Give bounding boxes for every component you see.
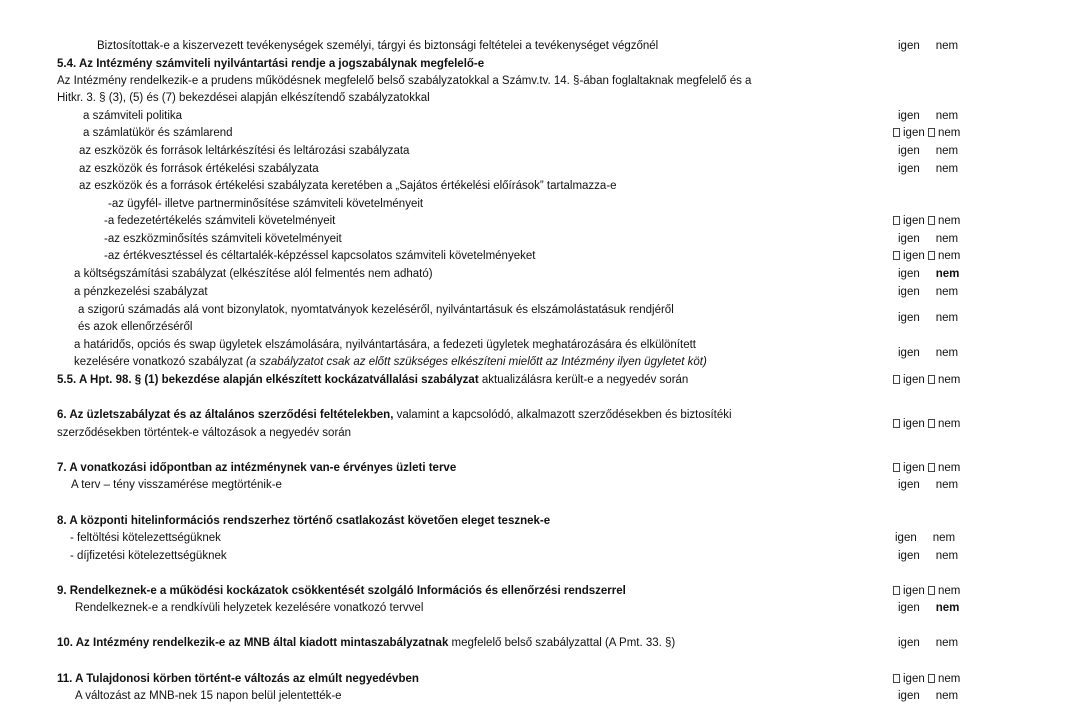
yes-option[interactable]: igen — [903, 250, 925, 262]
question-text: a szigorú számadás alá vont bizonylatok, nyomtatványok kezeléséről, nyilvántartásuk és elszámolástatásuk rendjéről — [78, 304, 674, 316]
yes-option[interactable]: igen — [898, 312, 920, 324]
question-row — [0, 231, 1071, 247]
section-heading: 9. Rendelkeznek-e a működési kockázatok csökkentését szolgáló Információs és ellenőrzési rendszerrel — [57, 585, 626, 597]
no-option[interactable]: nem — [935, 550, 959, 562]
question-text: Rendelkeznek-e a rendkívüli helyzetek kezelésére vonatkozó tervvel — [75, 602, 424, 614]
no-option[interactable]: nem — [935, 163, 959, 175]
section-heading: 5.5. A Hpt. 98. § (1) bekezdése alapján elkészített kockázatvállalási szabályzat — [57, 374, 479, 386]
question-row — [0, 671, 1071, 687]
question-text-part: aktualizálásra került-e a negyedév során — [478, 374, 689, 386]
no-checkbox[interactable] — [928, 128, 935, 137]
yes-option[interactable]: igen — [903, 127, 925, 139]
question-text: - díjfizetési kötelezettségüknek — [70, 550, 227, 562]
yes-option[interactable]: igen — [898, 163, 920, 175]
question-row — [0, 583, 1071, 599]
question-row — [0, 213, 1071, 229]
no-option[interactable]: nem — [937, 673, 961, 685]
yes-option[interactable]: igen — [898, 110, 920, 122]
yes-option[interactable]: igen — [898, 268, 920, 280]
no-option[interactable]: nem — [932, 532, 956, 544]
no-checkbox[interactable] — [928, 586, 935, 595]
paragraph-row — [0, 178, 1071, 194]
no-checkbox[interactable] — [928, 375, 935, 384]
question-text-part: megfelelő belső szabályzattal (A Pmt. 33. §) — [448, 637, 676, 649]
yes-option[interactable]: igen — [903, 462, 925, 474]
no-option[interactable]: nem — [937, 585, 961, 597]
options-row — [0, 416, 1071, 432]
yes-no-options — [895, 530, 955, 546]
no-checkbox[interactable] — [928, 251, 935, 260]
yes-no-options — [893, 583, 960, 599]
no-option[interactable]: nem — [935, 268, 960, 280]
section-heading: 11. A Tulajdonosi körben történt-e változás az elmúlt negyedévben — [57, 673, 419, 685]
question-text: a számviteli politika — [83, 110, 183, 122]
paragraph-text: Hitkr. 3. § (3), (5) és (7) bekezdései alapján elkészítendő szabályzatokkal — [57, 92, 430, 104]
no-option[interactable]: nem — [937, 127, 961, 139]
yes-checkbox[interactable] — [893, 251, 900, 260]
yes-option[interactable]: igen — [898, 347, 920, 359]
question-text: -az eszközminősítés számviteli követelményeit — [104, 233, 342, 245]
question-row — [0, 635, 1071, 651]
no-option[interactable]: nem — [935, 233, 959, 245]
yes-no-options — [893, 125, 960, 141]
question-text: a költségszámítási szabályzat (elkészítése alól felmentés nem adható) — [74, 268, 433, 280]
question-text: -a fedezetértékelés számviteli követelményeit — [104, 215, 336, 227]
question-text: a számlatükör és számlarend — [83, 127, 233, 139]
yes-no-options — [893, 416, 960, 432]
no-option[interactable]: nem — [937, 250, 961, 262]
no-checkbox[interactable] — [928, 674, 935, 683]
yes-option[interactable]: igen — [898, 40, 920, 52]
yes-option[interactable]: igen — [898, 637, 920, 649]
yes-no-options — [898, 310, 958, 326]
section-heading-row — [0, 513, 1071, 529]
yes-option[interactable]: igen — [903, 673, 925, 685]
yes-checkbox[interactable] — [893, 463, 900, 472]
question-row — [0, 125, 1071, 141]
yes-no-options — [898, 284, 958, 300]
paragraph-text: Az Intézmény rendelkezik-e a prudens működésnek megfelelő belső szabályzatokkal a Számv.tv. 14. §-ában foglaltaknak megfelelő és a — [57, 75, 752, 87]
question-text: az eszközök és források értékelési szabályzata — [79, 163, 319, 175]
question-text — [57, 635, 675, 651]
yes-no-options — [893, 213, 960, 229]
question-row — [0, 38, 1071, 54]
no-option[interactable]: nem — [935, 110, 959, 122]
yes-option[interactable]: igen — [898, 690, 920, 702]
yes-option[interactable]: igen — [903, 418, 925, 430]
section-heading: 10. Az Intézmény rendelkezik-e az MNB által kiadott mintaszabályzatnak — [57, 637, 449, 649]
yes-checkbox[interactable] — [893, 128, 900, 137]
yes-option[interactable]: igen — [898, 479, 920, 491]
yes-checkbox[interactable] — [893, 674, 900, 683]
yes-no-options — [898, 548, 958, 564]
no-option[interactable]: nem — [937, 215, 961, 227]
no-checkbox[interactable] — [928, 419, 935, 428]
paragraph-text: az eszközök és a források értékelési szabályzata keretében a „Sajátos értékelési előírások” tartalmazza-e — [79, 180, 617, 192]
paragraph-row — [0, 73, 1071, 89]
yes-no-options — [898, 600, 959, 616]
yes-option[interactable]: igen — [903, 585, 925, 597]
section-heading: 7. A vonatkozási időpontban az intézménynek van-e érvényes üzleti terve — [57, 462, 457, 474]
question-row — [0, 530, 1071, 546]
question-text: szerződésekben történtek-e változások a negyedév során — [57, 427, 352, 439]
no-option[interactable]: nem — [935, 145, 959, 157]
yes-no-options — [898, 266, 959, 282]
options-row — [0, 310, 1071, 326]
question-text: - feltöltési kötelezettségüknek — [70, 532, 221, 544]
yes-option[interactable]: igen — [898, 286, 920, 298]
section-heading: 5.4. Az Intézmény számviteli nyilvántartási rendje a jogszabálynak megfelelő-e — [57, 58, 485, 70]
section-heading: 8. A központi hitelinformációs rendszerhez történő csatlakozást követően eleget tesznek-e — [57, 515, 551, 527]
no-option[interactable]: nem — [937, 418, 961, 430]
question-text: -az értékvesztéssel és céltartalék-képzéssel kapcsolatos számviteli követelményeket — [104, 250, 536, 262]
question-row — [0, 161, 1071, 177]
no-option[interactable]: nem — [937, 462, 961, 474]
question-row — [0, 108, 1071, 124]
question-text: a határidős, opciós és swap ügyletek elszámolására, nyilvántartására, a fedezeti ügyletek meghatározására és elkülönített — [74, 339, 696, 351]
question-text: A terv – tény visszamérése megtörténik-e — [71, 479, 282, 491]
question-row — [0, 266, 1071, 282]
question-text: A változást az MNB-nek 15 napon belül jelentették-e — [75, 690, 342, 702]
no-option[interactable]: nem — [935, 347, 959, 359]
question-row — [0, 372, 1071, 388]
yes-option[interactable]: igen — [898, 145, 920, 157]
yes-no-options — [893, 248, 960, 264]
no-option[interactable]: nem — [935, 286, 959, 298]
question-row — [0, 688, 1071, 704]
no-option[interactable]: nem — [935, 479, 959, 491]
question-row — [0, 548, 1071, 564]
yes-option[interactable]: igen — [898, 233, 920, 245]
question-row — [0, 460, 1071, 476]
yes-no-options — [898, 688, 958, 704]
yes-option[interactable]: igen — [903, 215, 925, 227]
no-option[interactable]: nem — [935, 312, 959, 324]
yes-checkbox[interactable] — [893, 586, 900, 595]
question-row — [0, 143, 1071, 159]
options-row — [0, 345, 1071, 361]
no-option[interactable]: nem — [937, 374, 961, 386]
yes-no-options — [898, 231, 958, 247]
yes-no-options — [898, 143, 958, 159]
yes-no-options — [898, 345, 958, 361]
yes-option[interactable]: igen — [898, 550, 920, 562]
yes-no-options — [898, 108, 958, 124]
yes-checkbox[interactable] — [893, 375, 900, 384]
no-checkbox[interactable] — [928, 216, 935, 225]
yes-option[interactable]: igen — [895, 532, 917, 544]
yes-option[interactable]: igen — [898, 602, 920, 614]
no-option[interactable]: nem — [935, 40, 959, 52]
yes-no-options — [893, 372, 960, 388]
question-text-part: valamint a kapcsolódó, alkalmazott szerződésekben és biztosítéki — [393, 409, 732, 421]
yes-no-options — [898, 161, 958, 177]
question-note: (a szabályzatot csak az előtt szükséges elkészíteni mielőtt az Intézmény ilyen ügyletet köt) — [245, 356, 707, 368]
yes-no-options — [898, 38, 958, 54]
section-heading-row — [0, 56, 1071, 72]
no-checkbox[interactable] — [928, 463, 935, 472]
yes-checkbox[interactable] — [893, 419, 900, 428]
yes-no-options — [893, 460, 960, 476]
question-text: a pénzkezelési szabályzat — [74, 286, 208, 298]
question-text-part: kezelésére vonatkozó szabályzat — [74, 356, 246, 368]
yes-no-options — [898, 635, 958, 651]
question-text: -az ügyfél- illetve partnerminősítése számviteli követelményeit — [108, 198, 424, 210]
no-option[interactable]: nem — [935, 637, 959, 649]
question-text: az eszközök és források leltárkészítési és leltározási szabályzata — [79, 145, 410, 157]
yes-option[interactable]: igen — [903, 374, 925, 386]
question-row — [0, 477, 1071, 493]
no-option[interactable]: nem — [935, 602, 960, 614]
paragraph-row — [0, 90, 1071, 106]
yes-checkbox[interactable] — [893, 216, 900, 225]
question-text: Biztosítottak-e a kiszervezett tevékenységek személyi, tárgyi és biztonsági feltételei a tevékenységet végzőnél — [97, 40, 659, 52]
question-row — [0, 284, 1071, 300]
question-row — [0, 600, 1071, 616]
yes-no-options — [898, 477, 958, 493]
section-heading: 6. Az üzletszabályzat és az általános szerződési feltételekben, — [57, 409, 394, 421]
question-text — [57, 372, 688, 388]
question-row — [0, 248, 1071, 264]
yes-no-options — [893, 671, 960, 687]
question-text: és azok ellenőrzéséről — [78, 321, 193, 333]
question-row — [0, 196, 1071, 212]
no-option[interactable]: nem — [935, 690, 959, 702]
